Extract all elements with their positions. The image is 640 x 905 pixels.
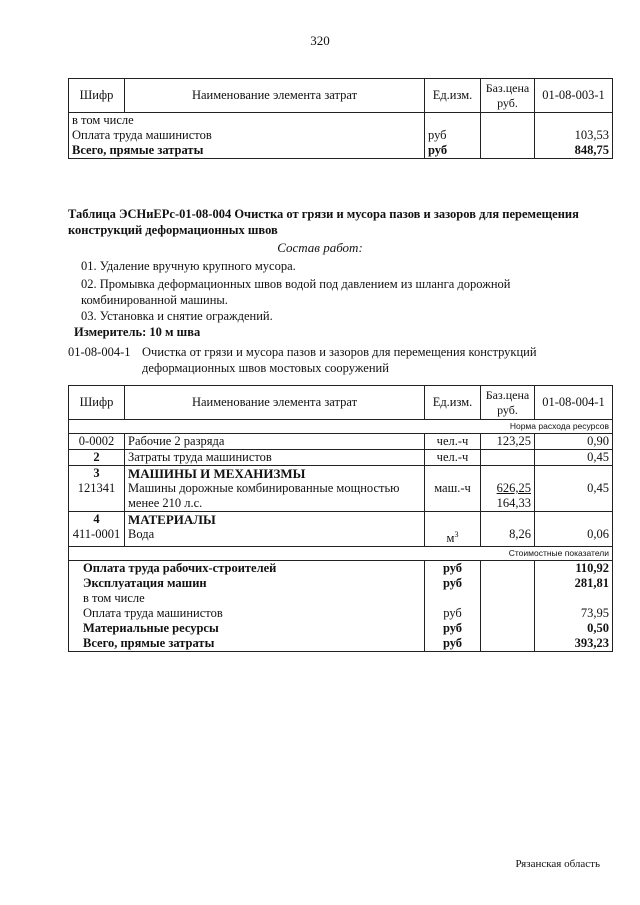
table-row: Всего, прямые затраты руб 848,75 <box>69 143 613 159</box>
norm-code: 01-08-004-1 <box>68 345 131 359</box>
work-step: 03. Установка и снятие ограждений. <box>81 309 273 323</box>
work-step: 01. Удаление вручную крупного мусора. <box>81 259 296 273</box>
header-unit: Ед.изм. <box>425 386 481 420</box>
measure-unit: Измеритель: 10 м шва <box>74 325 201 339</box>
table-row: Оплата труда машинистов руб 73,95 <box>69 606 613 621</box>
table-row: Оплата труда машинистов руб 103,53 <box>69 128 613 143</box>
table-row: Всего, прямые затраты руб 393,23 <box>69 636 613 652</box>
work-composition-title: Состав работ: <box>277 240 363 255</box>
table-row: 3 МАШИНЫ И МЕХАНИЗМЫ <box>69 466 613 482</box>
page-number: 320 <box>310 33 330 48</box>
header-unit: Ед.изм. <box>425 79 481 113</box>
header-norm-code: 01-08-003-1 <box>535 79 613 113</box>
table-row: Оплата труда рабочих-строителей руб 110,92 <box>69 561 613 577</box>
header-code: Шифр <box>69 79 125 113</box>
table-row: 4 МАТЕРИАЛЫ <box>69 512 613 528</box>
header-price: Баз.цена руб. <box>481 79 535 113</box>
norm-label: Норма расхода ресурсов <box>69 420 613 434</box>
cost-label: Стоимостные показатели <box>69 547 613 561</box>
table-title: Таблица ЭСНиЕРс-01-08-004 Очистка от грязи и мусора пазов и зазоров для перемещения конструкций деформационных швов <box>68 207 579 237</box>
table-row: Эксплуатация машин руб 281,81 <box>69 576 613 591</box>
header-code: Шифр <box>69 386 125 420</box>
table-row: 0-0002 Рабочие 2 разряда чел.-ч 123,25 0,90 <box>69 434 613 450</box>
table-row: 411-0001 Вода $м^3$ 8,26 0,06 <box>69 527 613 547</box>
header-name: Наименование элемента затрат <box>125 79 425 113</box>
table-row: в том числе <box>69 591 613 606</box>
footer-region: Рязанская область <box>515 858 600 870</box>
table-01-08-004-1 <box>68 385 613 652</box>
table-row: Материальные ресурсы руб 0,50 <box>69 621 613 636</box>
work-step: 02. Промывка деформационных швов водой под давлением из шланга дорожной комбинированной машины. <box>81 277 511 307</box>
header-norm-code: 01-08-004-1 <box>535 386 613 420</box>
table-row: 2 Затраты труда машинистов чел.-ч 0,45 <box>69 450 613 466</box>
header-name: Наименование элемента затрат <box>125 386 425 420</box>
norm-description: Очистка от грязи и мусора пазов и зазоров для перемещения конструкций деформационных швов мостовых сооружений <box>142 345 537 375</box>
table-01-08-003-1 <box>68 78 613 159</box>
header-price: Баз.цена руб. <box>481 386 535 420</box>
table-row: 121341 Машины дорожные комбинированные мощностью менее 210 л.с. маш.-ч 626,25 164,33 0,45 <box>69 481 613 512</box>
table-row: в том числе <box>69 113 613 129</box>
